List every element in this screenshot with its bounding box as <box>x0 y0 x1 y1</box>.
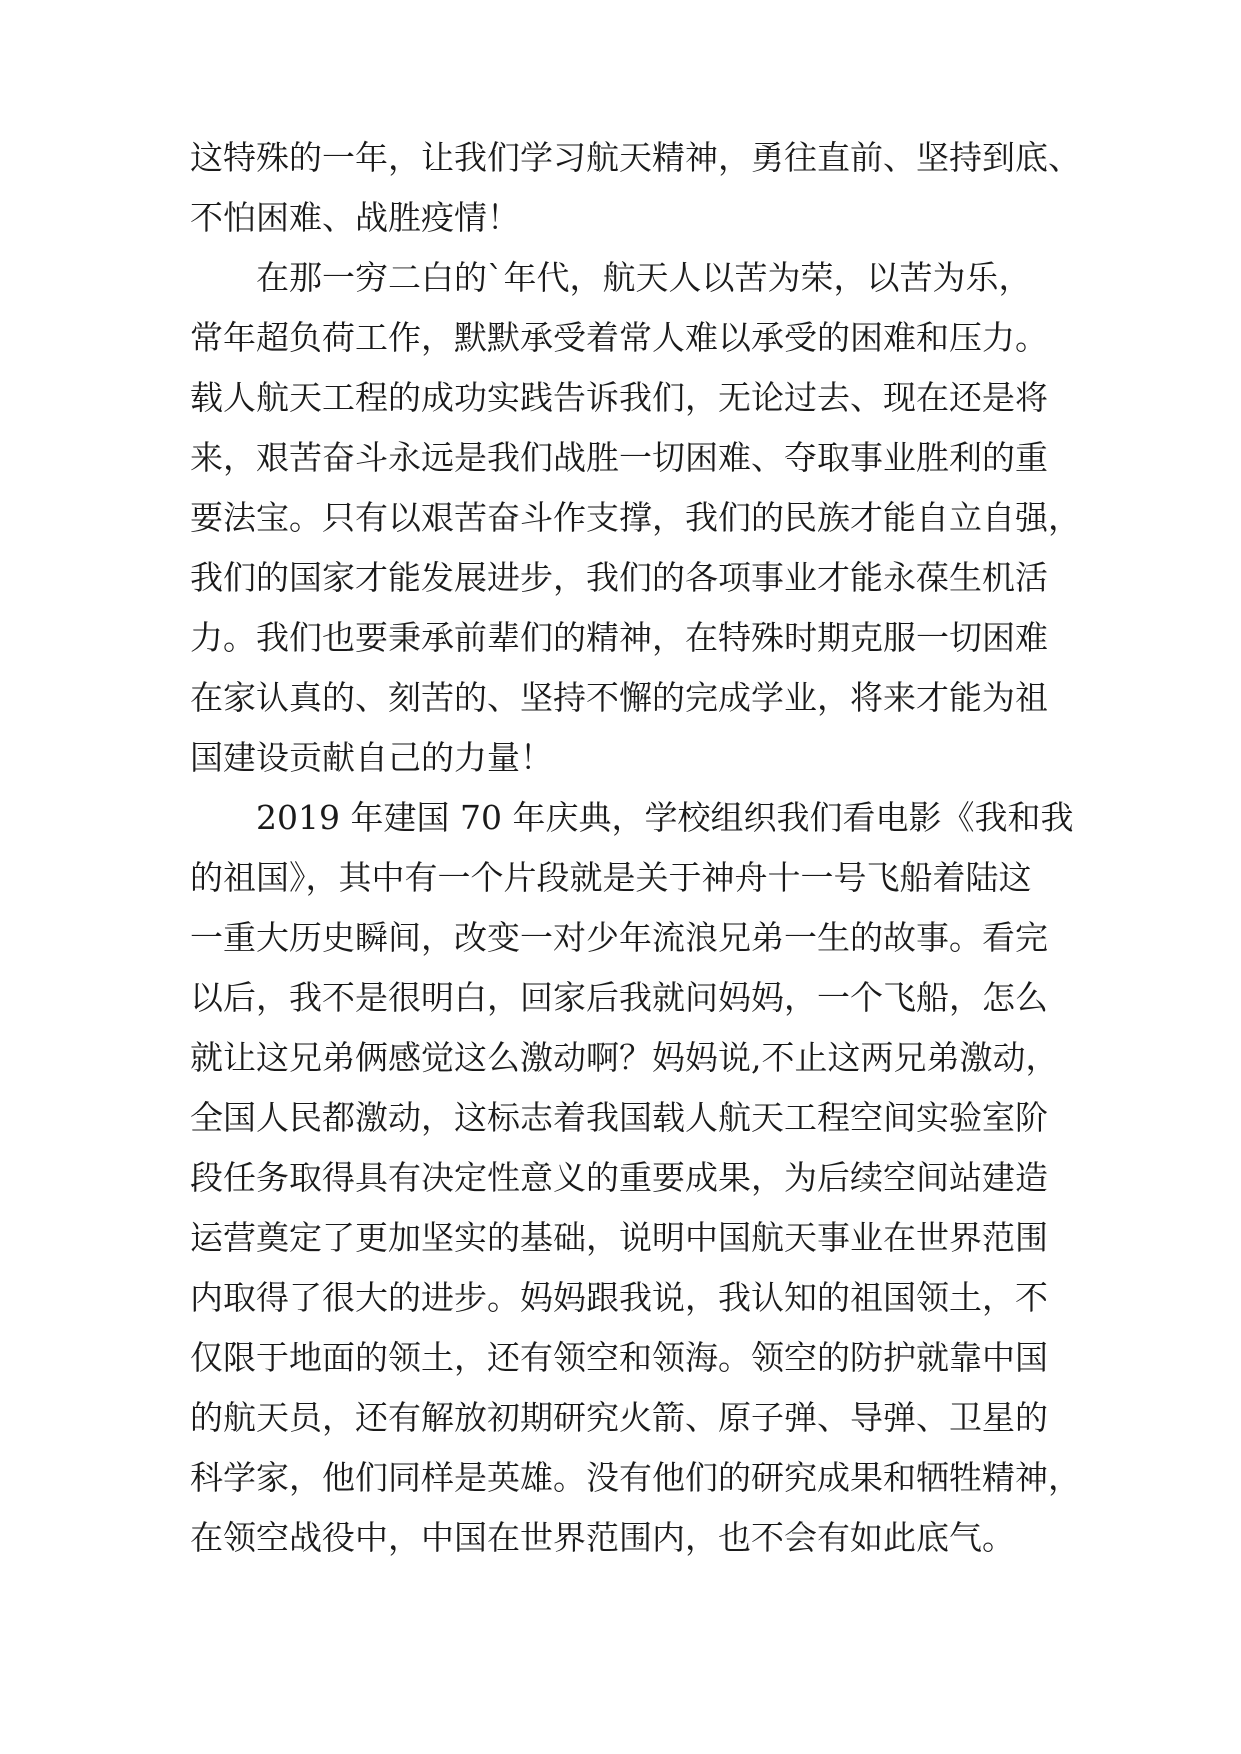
text-line: 段任务取得具有决定性意义的重要成果，为后续空间站建造 <box>190 1158 1048 1197</box>
text-line: 一重大历史瞬间，改变一对少年流浪兄弟一生的故事。看完 <box>190 918 1048 957</box>
text-line: 载人航天工程的成功实践告诉我们，无论过去、现在还是将 <box>190 378 1048 417</box>
text-line: 内取得了很大的进步。妈妈跟我说，我认知的祖国领土，不 <box>190 1278 1048 1317</box>
text-line: 国建设贡献自己的力量！ <box>190 738 553 777</box>
text-line: 在那一穷二白的`年代，航天人以苦为荣，以苦为乐， <box>256 258 1032 297</box>
text-line: 2019 年建国 70 年庆典，学校组织我们看电影《我和我 <box>256 798 1074 837</box>
text-line: 要法宝。只有以艰苦奋斗作支撑，我们的民族才能自立自强， <box>190 498 1081 537</box>
text-line: 全国人民都激动，这标志着我国载人航天工程空间实验室阶 <box>190 1098 1048 1137</box>
text-line: 来，艰苦奋斗永远是我们战胜一切困难、夺取事业胜利的重 <box>190 438 1048 477</box>
text-line: 的祖国》，其中有一个片段就是关于神舟十一号飞船着陆这 <box>190 858 1032 897</box>
text-line: 的航天员，还有解放初期研究火箭、原子弹、导弹、卫星的 <box>190 1398 1048 1437</box>
text-line: 就让这兄弟俩感觉这么激动啊？妈妈说,不止这两兄弟激动， <box>190 1038 1059 1077</box>
text-line: 我们的国家才能发展进步，我们的各项事业才能永葆生机活 <box>190 558 1048 597</box>
text-line: 在家认真的、刻苦的、坚持不懈的完成学业，将来才能为祖 <box>190 678 1048 717</box>
text-line: 在领空战役中，中国在世界范围内，也不会有如此底气。 <box>190 1518 1015 1557</box>
text-line: 仅限于地面的领土，还有领空和领海。领空的防护就靠中国 <box>190 1338 1048 1377</box>
text-line: 常年超负荷工作，默默承受着常人难以承受的困难和压力。 <box>190 318 1048 357</box>
text-line: 科学家，他们同样是英雄。没有他们的研究成果和牺牲精神， <box>190 1458 1081 1497</box>
text-line: 不怕困难、战胜疫情！ <box>190 198 520 237</box>
text-line: 运营奠定了更加坚实的基础，说明中国航天事业在世界范围 <box>190 1218 1048 1257</box>
text-line: 力。我们也要秉承前辈们的精神，在特殊时期克服一切困难 <box>190 618 1048 657</box>
text-line: 这特殊的一年，让我们学习航天精神，勇往直前、坚持到底、 <box>190 138 1081 177</box>
text-line: 以后，我不是很明白，回家后我就问妈妈，一个飞船，怎么 <box>190 978 1048 1017</box>
